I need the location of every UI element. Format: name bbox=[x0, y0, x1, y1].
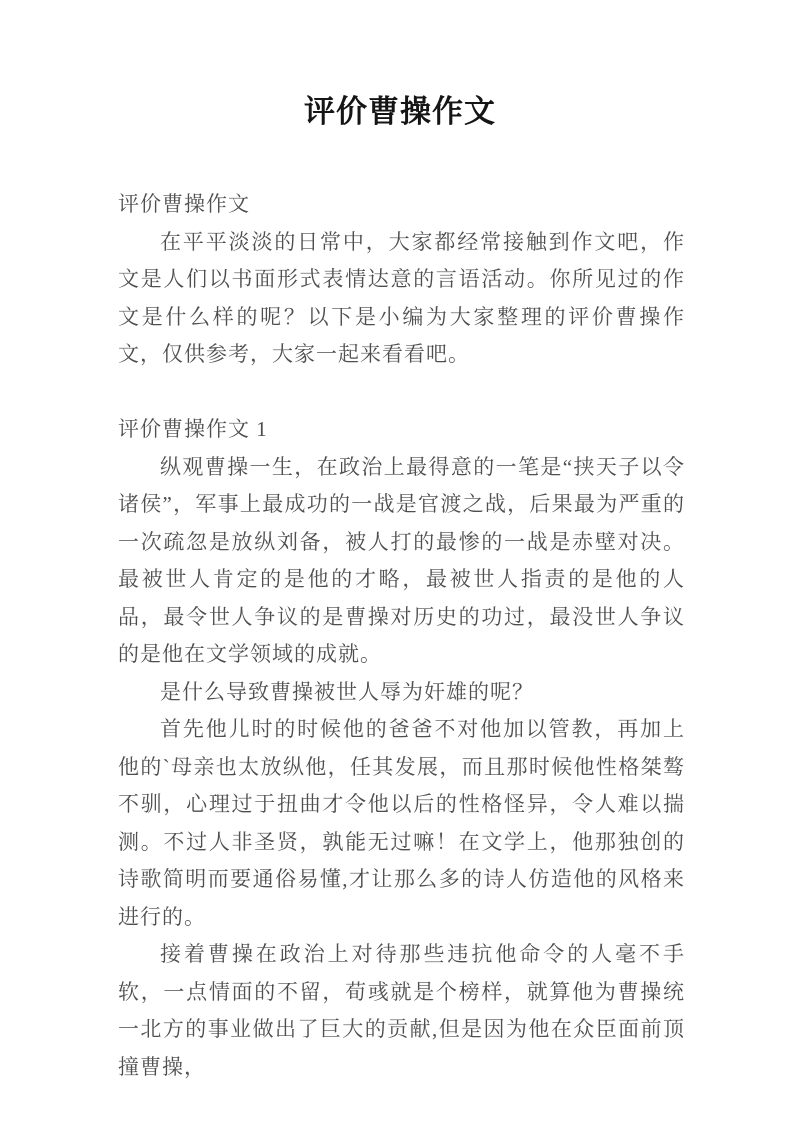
paragraph: 首先他儿时的时候他的爸爸不对他加以管教，再加上他的`母亲也太放纵他，任其发展，而且那时候他性格桀骜不驯，心理过于扭曲才令他以后的性格怪异，令人难以揣测。不过人非圣贤，孰能无过嘛！在文学上，他那独创的诗歌简明而要通俗易懂,才让那么多的诗人仿造他的风格来进行的。 bbox=[118, 717, 685, 929]
paragraph: 纵观曹操一生，在政治上最得意的一笔是“挟天子以令诸侯”，军事上最成功的一战是官渡之战，后果最为严重的一次疏忽是放纵刘备，被人打的最惨的一战是赤壁对决。最被世人肯定的是他的才略，最被世人指责的是他的人品，最令世人争议的是曹操对历史的功过，最没世人争议的是他在文学领域的成就。 bbox=[118, 454, 685, 666]
intro-label: 评价曹操作文 bbox=[118, 192, 250, 216]
section-heading: 评价曹操作文 1 bbox=[118, 417, 268, 441]
intro-paragraph: 在平平淡淡的日常中，大家都经常接触到作文吧，作文是人们以书面形式表情达意的言语活动。你所见过的作文是什么样的呢？以下是小编为大家整理的评价曹操作文，仅供参考，大家一起来看看吧。 bbox=[118, 229, 685, 366]
paragraph: 是什么导致曹操被世人辱为奸雄的呢？ bbox=[160, 679, 534, 704]
document-body bbox=[118, 186, 685, 1086]
document-title: 评价曹操作文 bbox=[304, 94, 496, 129]
paragraph: 接着曹操在政治上对待那些违抗他命令的人毫不手软，一点情面的不留，荀彧就是个榜样，就算他为曹操统一北方的事业做出了巨大的贡献,但是因为他在众臣面前顶撞曹操， bbox=[118, 942, 685, 1079]
